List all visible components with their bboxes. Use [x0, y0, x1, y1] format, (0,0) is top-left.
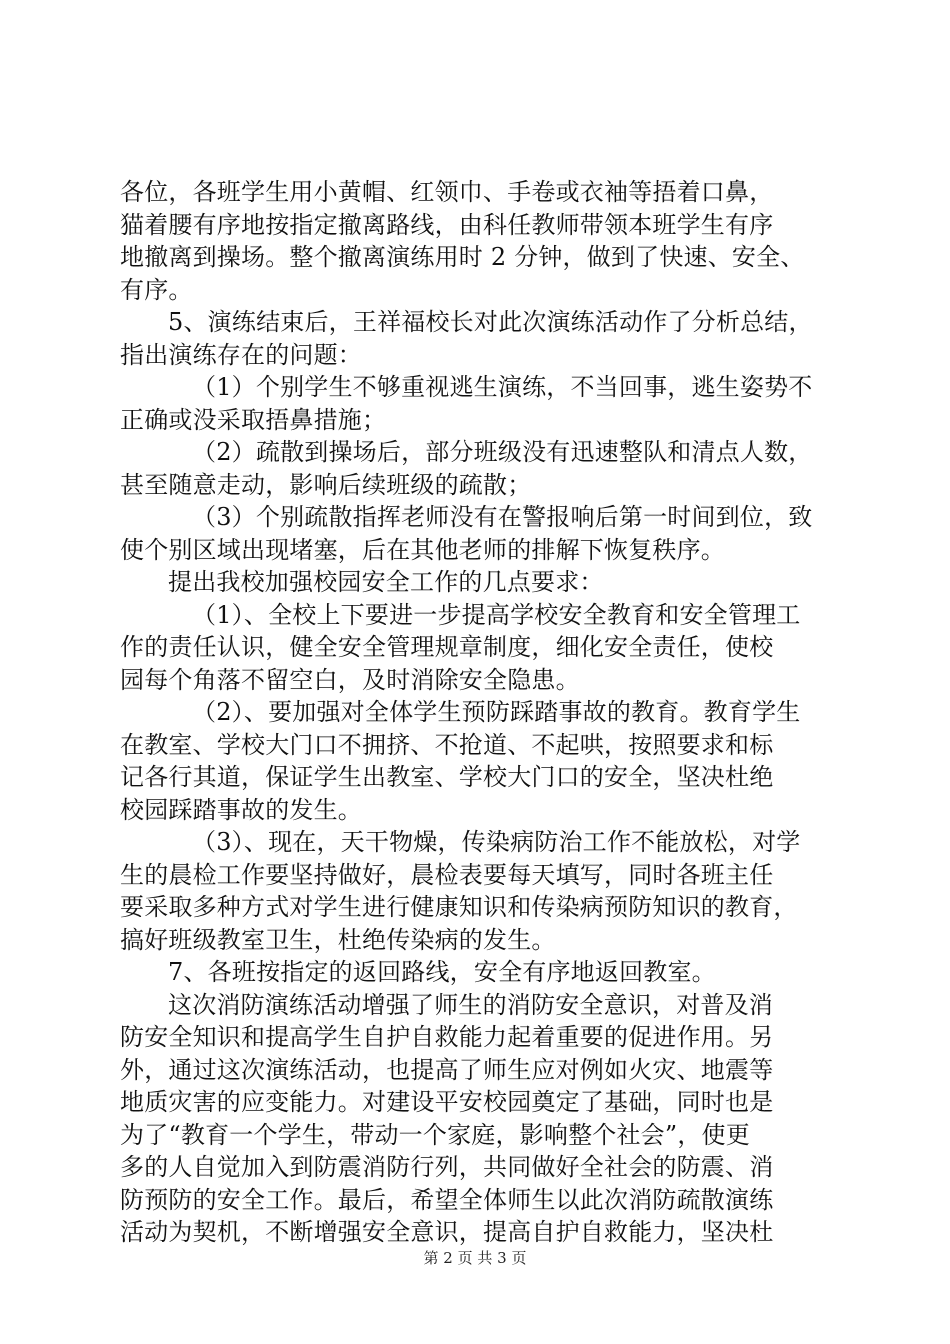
text-line: 外，通过这次演练活动，也提高了师生应对例如火灾、地震等	[120, 1055, 774, 1084]
text-line: （2）疏散到操场后，部分班级没有迅速整队和清点人数，	[192, 438, 813, 466]
text-line: 要采取多种方式对学生进行健康知识和传染病预防知识的教育，	[120, 893, 798, 921]
text-line: （3）个别疏散指挥老师没有在警报响后第一时间到位，致	[192, 503, 813, 531]
text-line: 防预防的安全工作。最后，希望全体师生以此次消防疏散演练	[120, 1185, 774, 1214]
text-line: 指出演练存在的问题：	[120, 340, 362, 369]
text-line: 搞好班级教室卫生，杜绝传染病的发生。	[120, 925, 556, 954]
text-line: 猫着腰有序地按指定撤离路线，由科任教师带领本班学生有序	[120, 210, 774, 239]
document-body	[120, 176, 855, 1249]
text-line: 园每个角落不留空白，及时消除安全隐患。	[120, 665, 580, 694]
text-line: 有序。	[120, 275, 193, 304]
text-line: 使个别区域出现堵塞，后在其他老师的排解下恢复秩序。	[120, 535, 725, 564]
text-line: 校园踩踏事故的发生。	[120, 795, 362, 824]
text-line: 地撤离到操场。整个撤离演练用时 2 分钟，做到了快速、安全、	[120, 243, 805, 271]
text-line: 记各行其道，保证学生出教室、学校大门口的安全，坚决杜绝	[120, 763, 774, 791]
text-line: 防安全知识和提高学生自护自救能力起着重要的促进作用。另	[120, 1023, 774, 1051]
text-line: 作的责任认识，健全安全管理规章制度，细化安全责任，使校	[120, 633, 774, 661]
text-line: 活动为契机，不断增强安全意识，提高自护自救能力，坚决杜	[120, 1218, 774, 1246]
text-line: （3）、现在，天干物燥，传染病防治工作不能放松，对学	[192, 828, 801, 856]
text-line: （1）、全校上下要进一步提高学校安全教育和安全管理工	[192, 600, 801, 629]
text-line: 正确或没采取捂鼻措施；	[120, 405, 387, 434]
text-line: 地质灾害的应变能力。对建设平安校园奠定了基础，同时也是	[120, 1088, 774, 1116]
text-line: （2）、要加强对全体学生预防踩踏事故的教育。教育学生	[192, 698, 801, 726]
text-line: 在教室、学校大门口不拥挤、不抢道、不起哄，按照要求和标	[120, 730, 774, 759]
text-line: 多的人自觉加入到防震消防行列，共同做好全社会的防震、消	[120, 1153, 774, 1181]
text-line: 提出我校加强校园安全工作的几点要求：	[168, 568, 604, 596]
page-footer: 第 2 页 共 3 页	[423, 1249, 527, 1267]
text-line: 各位，各班学生用小黄帽、红领巾、手卷或衣袖等捂着口鼻，	[120, 178, 774, 206]
text-line: 生的晨检工作要坚持做好，晨检表要每天填写，同时各班主任	[120, 860, 774, 889]
text-line: 7、各班按指定的返回路线，安全有序地返回教室。	[168, 958, 716, 986]
text-line: 5、演练结束后，王祥福校长对此次演练活动作了分析总结，	[168, 308, 813, 336]
text-line: 这次消防演练活动增强了师生的消防安全意识，对普及消	[168, 990, 773, 1019]
text-line: （1）个别学生不够重视逃生演练，不当回事，逃生姿势不	[192, 373, 813, 401]
text-line: 甚至随意走动，影响后续班级的疏散；	[120, 470, 532, 499]
text-line: 为了“教育一个学生，带动一个家庭，影响整个社会”，使更	[120, 1120, 750, 1149]
